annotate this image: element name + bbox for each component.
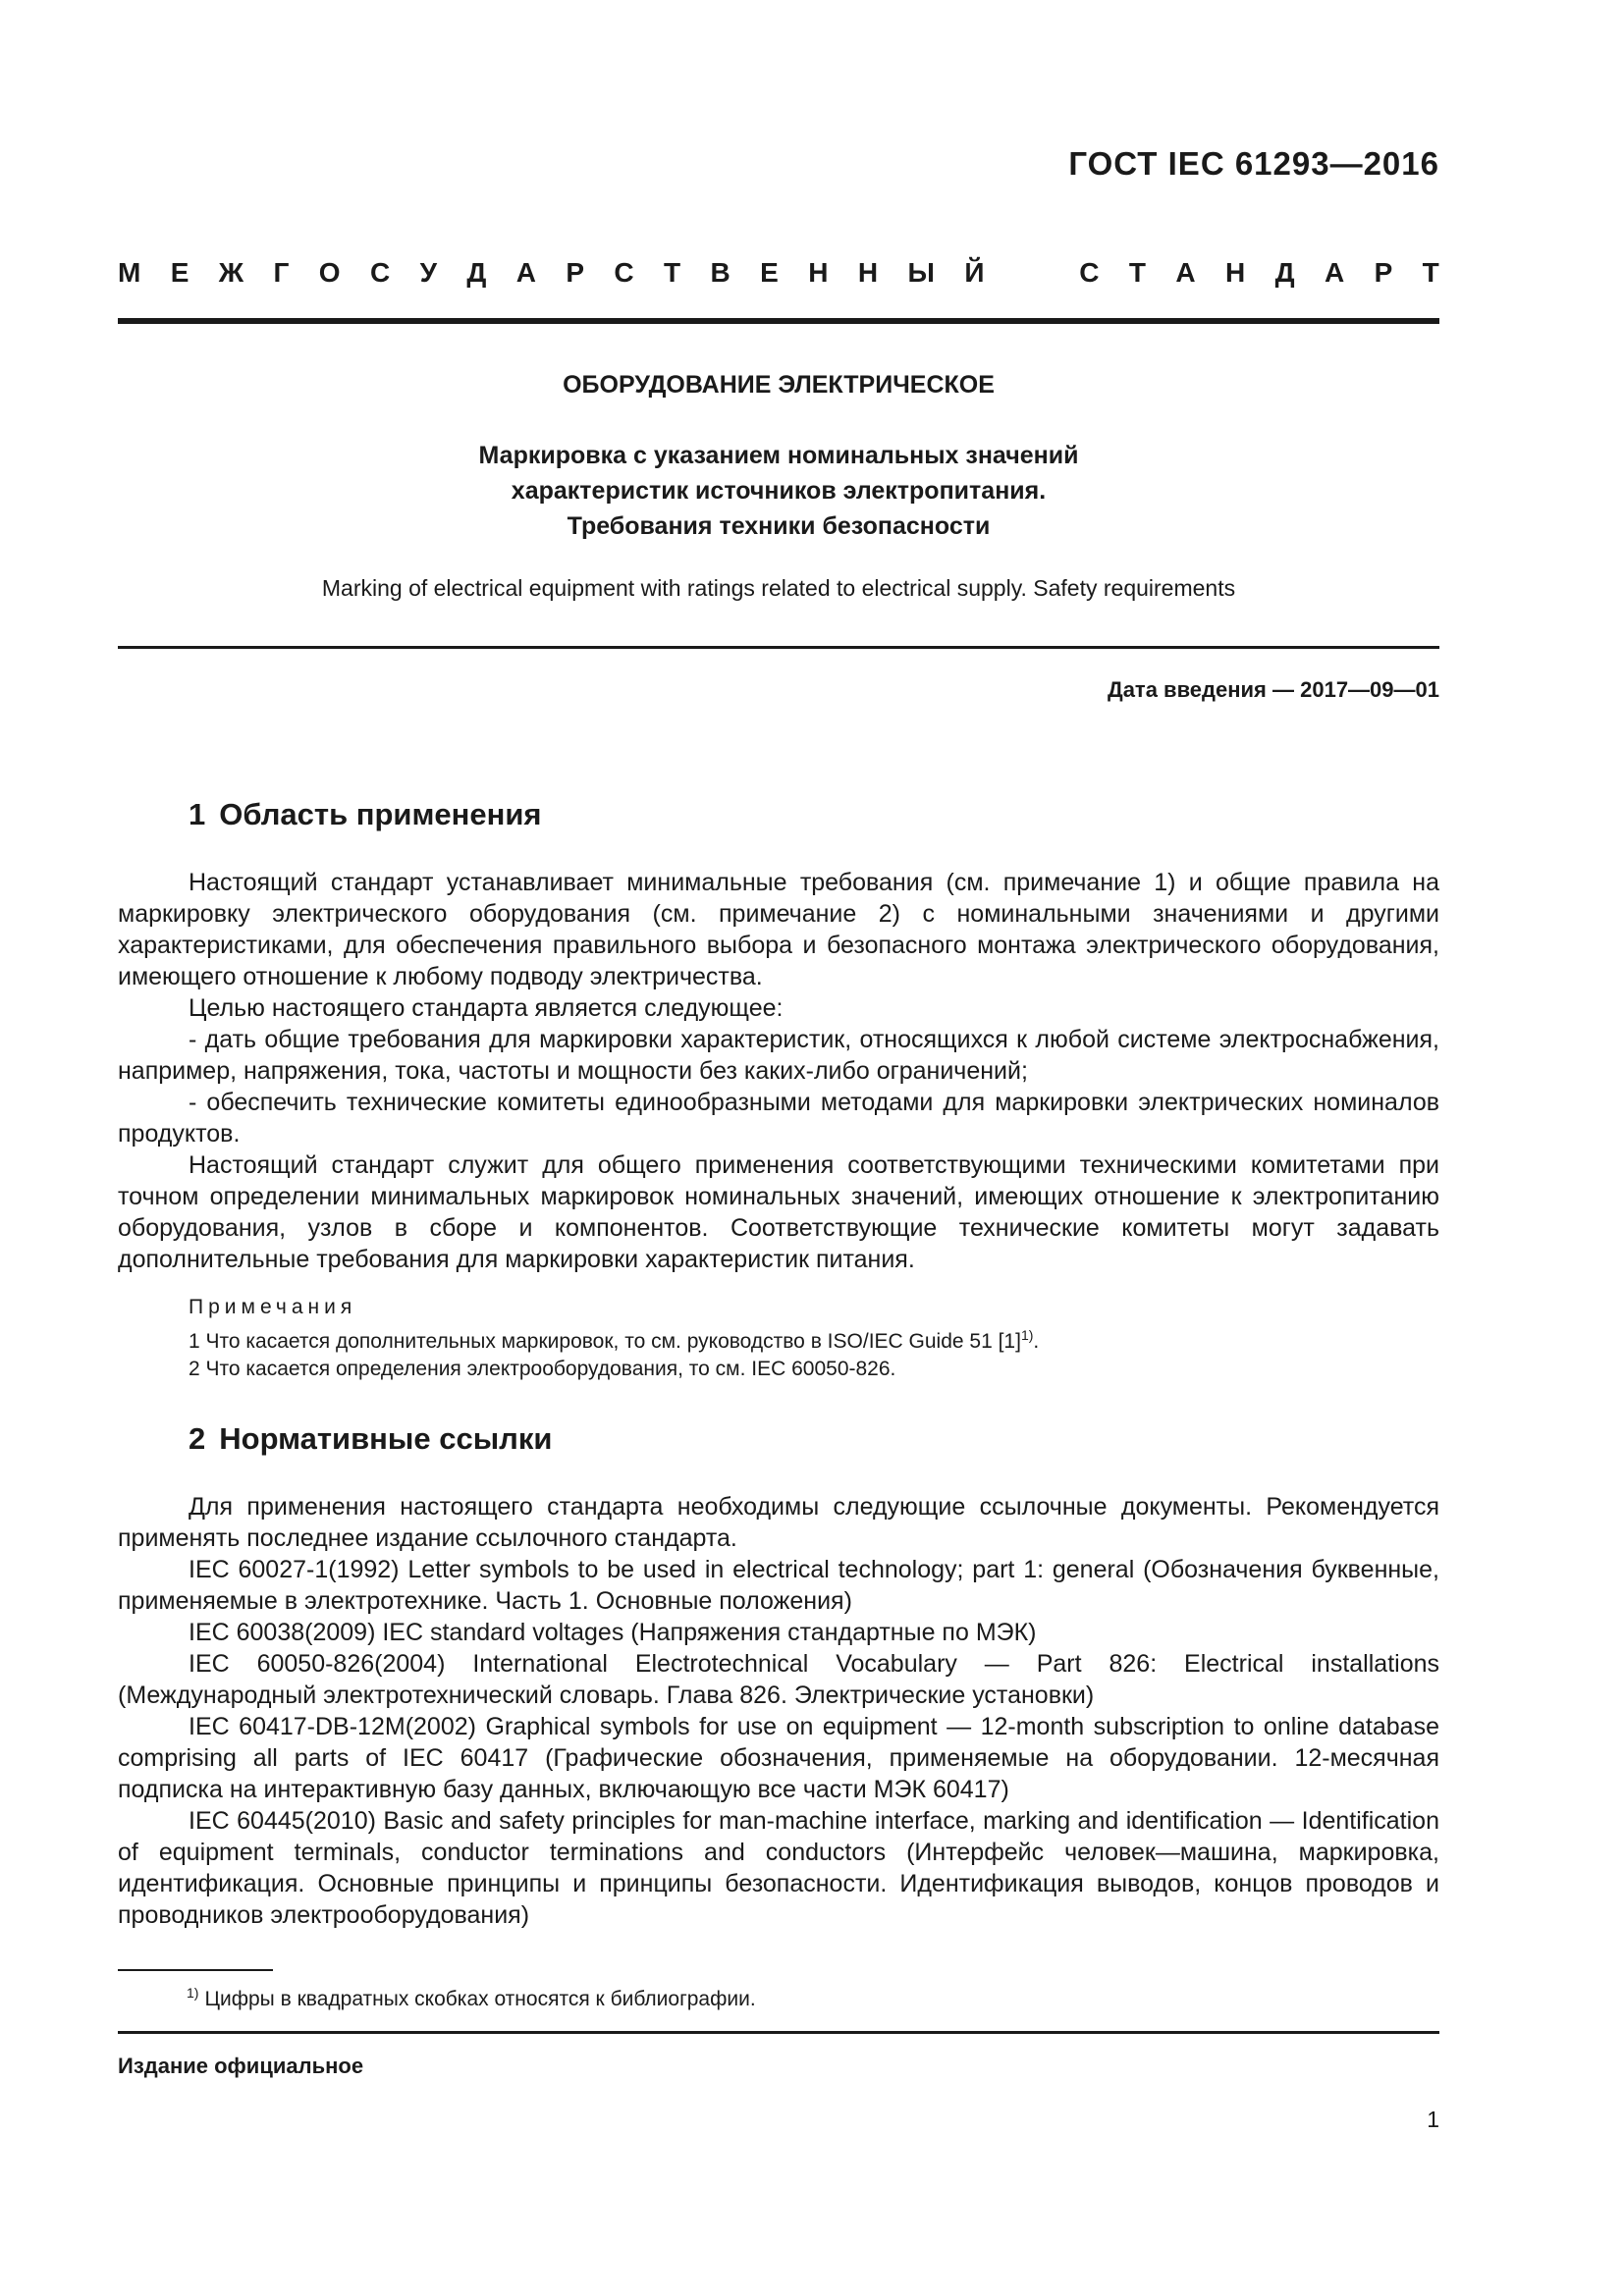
heading-letter: Е	[760, 257, 779, 288]
heading-letter: Н	[808, 257, 829, 288]
reference-item: IEC 60417-DB-12M(2002) Graphical symbols for use on equipment — 12-month subscription to online database comprising all parts of IEC 60417 (Графические обозначения, применяемые на оборудовании. 12-месячная подписка на интерактивную базу данных, включающую все части МЭК 60417)	[118, 1713, 1439, 1803]
paragraph: Целью настоящего стандарта является следующее:	[189, 994, 784, 1022]
section-2-heading	[189, 1421, 552, 1457]
paragraph: Для применения настоящего стандарта необходимы следующие ссылочные документы. Рекомендуется применять последнее издание ссылочного стандарта.	[118, 1493, 1439, 1552]
heading-letter: Д	[466, 257, 487, 288]
notes-title: Примечания	[189, 1296, 357, 1318]
reference-item: IEC 60050-826(2004) International Electrotechnical Vocabulary — Part 826: Electrical installations (Международный электротехнический словарь. Глава 826. Электрические установки)	[118, 1650, 1439, 1709]
section-number: 2	[189, 1421, 206, 1456]
title-rule	[118, 646, 1439, 649]
footnote-marker: 1)	[187, 1985, 199, 2001]
heading-letter: Р	[1374, 257, 1393, 288]
english-title: Marking of electrical equipment with ratings related to electrical supply. Safety requirements	[321, 575, 1236, 601]
document-subtitle	[118, 438, 1439, 544]
paragraph: Настоящий стандарт устанавливает минимальные требования (см. примечание 1) и общие правила на маркировку электрического оборудования (см. примечание 2) с номинальными значениями и другими характеристиками, для обеспечения правильного выбора и безопасного монтажа электрического оборудования, имеющего отношение к любому подводу электричества.	[118, 869, 1439, 990]
section-title: Область применения	[219, 797, 542, 831]
heading-letter: Т	[1422, 257, 1439, 288]
heading-letter: Ж	[218, 257, 244, 288]
heading-letter: С	[614, 257, 634, 288]
introduction-date: Дата введения — 2017—09—01	[1108, 677, 1439, 702]
word-gap	[1014, 257, 1050, 289]
reference-item: IEC 60038(2009) IEC standard voltages (Напряжения стандартные по МЭК)	[189, 1619, 1037, 1646]
footnote-ref: 1)	[1020, 1327, 1034, 1343]
subtitle-line: Маркировка с указанием номинальных значений	[478, 442, 1079, 469]
page-number: 1	[1427, 2107, 1439, 2132]
note-1	[189, 1321, 1039, 1356]
footnote-text: Цифры в квадратных скобках относятся к библиографии.	[204, 1988, 756, 2010]
interstate-standard-heading	[118, 257, 1439, 289]
heading-letter: Р	[566, 257, 585, 288]
heading-letter: Н	[857, 257, 879, 288]
section-1-heading	[189, 797, 542, 832]
heading-letter: А	[1175, 257, 1196, 288]
heading-letter: Т	[664, 257, 681, 288]
notes-block	[189, 1294, 1039, 1383]
footnote-separator	[118, 1969, 273, 1971]
heading-letter: В	[710, 257, 730, 288]
note-text: 1 Что касается дополнительных маркировок, то см. руководство в ISO/IEC Guide 51 [1]	[189, 1330, 1021, 1353]
paragraph: - обеспечить технические комитеты единообразными методами для маркировки электрических номиналов продуктов.	[118, 1089, 1439, 1148]
document-title: ОБОРУДОВАНИЕ ЭЛЕКТРИЧЕСКОЕ	[563, 371, 995, 399]
footnote	[187, 1985, 756, 2011]
heading-letter: А	[515, 257, 536, 288]
section-number: 1	[189, 797, 206, 831]
heading-letter: Е	[170, 257, 189, 288]
document-code: ГОСТ IEC 61293—2016	[1068, 145, 1439, 182]
heading-letter: Й	[964, 257, 985, 288]
edition-label: Издание официальное	[118, 2054, 364, 2078]
heading-letter: У	[419, 257, 437, 288]
heading-letter: А	[1324, 257, 1345, 288]
reference-item: IEC 60027-1(1992) Letter symbols to be used in electrical technology; part 1: general (Обозначения буквенные, применяемые в электротехнике. Часть 1. Основные положения)	[118, 1556, 1439, 1615]
heading-letter: С	[369, 257, 391, 288]
heading-letter: Т	[1128, 257, 1146, 288]
paragraph: - дать общие требования для маркировки характеристик, относящихся к любой системе электроснабжения, например, напряжения, тока, частоты и мощности без каких-либо ограничений;	[118, 1026, 1439, 1085]
note-end: .	[1033, 1330, 1040, 1353]
heading-letter: Г	[273, 257, 290, 288]
heading-letter: О	[318, 257, 341, 288]
heading-letter: М	[118, 257, 141, 288]
reference-item: IEC 60445(2010) Basic and safety principles for man-machine interface, marking and identification — Identification of equipment terminals, conductor terminations and conductors (Интерфейс человек—машина, маркировка, идентификация. Основные принципы и принципы безопасности. Идентификация выводов, концов проводов и проводников электрооборудования)	[118, 1807, 1439, 1929]
top-rule	[118, 318, 1439, 324]
subtitle-line: Требования техники безопасности	[567, 512, 991, 540]
heading-letter: Н	[1224, 257, 1246, 288]
subtitle-line: характеристик источников электропитания.	[511, 477, 1047, 505]
section-1-body	[118, 867, 1439, 1275]
heading-letter: Д	[1274, 257, 1295, 288]
note-2: 2 Что касается определения электрооборудования, то см. IEC 60050-826.	[189, 1358, 896, 1380]
section-title: Нормативные ссылки	[219, 1421, 553, 1456]
heading-letter: С	[1079, 257, 1100, 288]
heading-letter: Ы	[907, 257, 935, 288]
paragraph: Настоящий стандарт служит для общего применения соответствующими техническими комитетами при точном определении минимальных маркировок номинальных значений, имеющих отношение к электропитанию оборудования, узлов в сборе и компонентов. Соответствующие технические комитеты могут задавать дополнительные требования для маркировки характеристик питания.	[118, 1151, 1439, 1273]
section-2-body	[118, 1491, 1439, 1931]
bottom-rule	[118, 2031, 1439, 2034]
